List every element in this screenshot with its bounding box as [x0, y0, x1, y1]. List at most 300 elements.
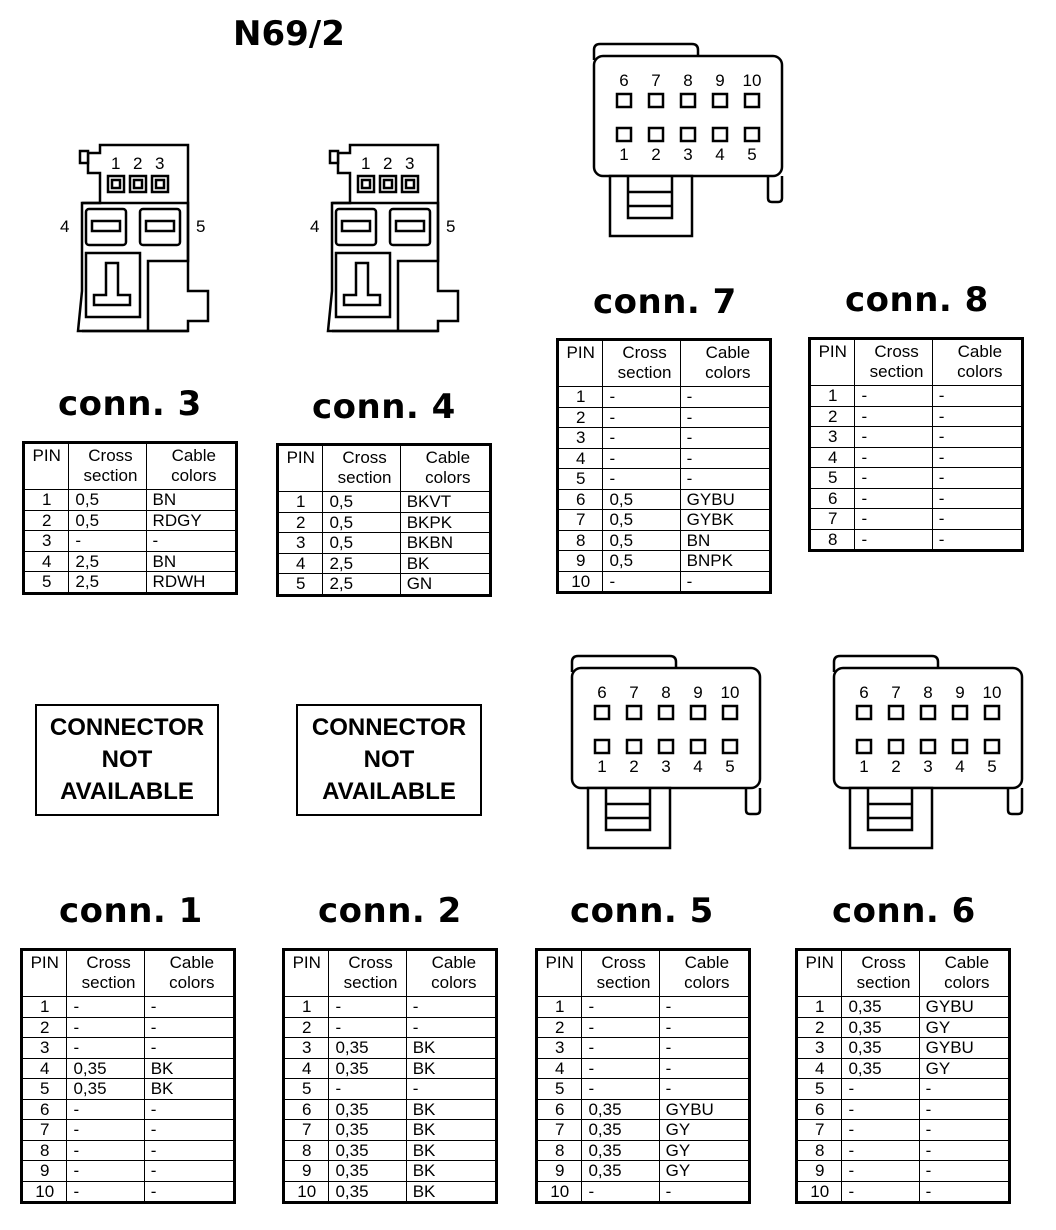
- pin-number-label: 4: [955, 757, 965, 776]
- pin-cell: 3: [537, 1038, 582, 1059]
- table-row: [284, 1140, 497, 1161]
- table-row: [810, 468, 1023, 489]
- pin-cell: 5: [284, 1079, 329, 1100]
- cable-color-cell: -: [659, 997, 749, 1018]
- pin-number-label: 7: [891, 683, 901, 702]
- pin-cell: 8: [22, 1140, 67, 1161]
- pin-cell: 5: [810, 468, 855, 489]
- column-header-text: Cross: [86, 953, 131, 972]
- table-row: [797, 1161, 1010, 1182]
- pin-cell: 2: [537, 1017, 582, 1038]
- table-row: [24, 551, 237, 572]
- cable-color-cell: -: [919, 1161, 1009, 1182]
- table-row: [810, 406, 1023, 427]
- conn5-pin-table: [535, 948, 751, 1204]
- pin-number-label: 5: [747, 145, 757, 164]
- cable-color-cell: GYBU: [659, 1099, 749, 1120]
- pin-number-label: 9: [955, 683, 965, 702]
- cable-color-cell: RDWH: [146, 572, 236, 594]
- pin-cell: 1: [24, 490, 69, 511]
- pin-cell: 7: [22, 1120, 67, 1141]
- pin-square: [380, 176, 396, 192]
- cable-color-cell: -: [144, 1161, 234, 1182]
- column-header-text: PIN: [286, 448, 315, 467]
- cross-section-cell: 0,5: [69, 490, 146, 511]
- cross-section-column-header: [855, 339, 932, 386]
- table-row: [537, 997, 750, 1018]
- cable-color-cell: -: [919, 1099, 1009, 1120]
- cable-color-cell: GY: [919, 1058, 1009, 1079]
- cross-section-cell: -: [582, 1079, 659, 1100]
- cable-color-cell: BKBN: [400, 533, 490, 554]
- pin-square: [402, 176, 418, 192]
- pin-number-label: 9: [693, 683, 703, 702]
- pin-cell: 5: [537, 1079, 582, 1100]
- na-line: NOT: [101, 746, 153, 773]
- pin-number-label: 2: [891, 757, 901, 776]
- cable-color-cell: -: [680, 407, 770, 428]
- cable-color-cell: BK: [406, 1140, 496, 1161]
- cross-section-cell: 0,35: [67, 1058, 144, 1079]
- cross-section-cell: -: [603, 469, 680, 490]
- pin-square: [649, 94, 663, 107]
- cross-section-cell: -: [855, 509, 932, 530]
- pin-cell: 8: [797, 1140, 842, 1161]
- pin-cell: 10: [558, 571, 603, 593]
- conn8-title: conn. 8: [845, 280, 989, 320]
- cable-color-cell: GY: [659, 1140, 749, 1161]
- cable-color-cell: -: [144, 1099, 234, 1120]
- cross-section-cell: 0,5: [323, 512, 400, 533]
- column-header-text: Cross: [874, 342, 919, 361]
- cable-color-cell: BK: [400, 553, 490, 574]
- cable-color-cell: -: [144, 1038, 234, 1059]
- cable-color-cell: -: [680, 571, 770, 593]
- cross-section-cell: 2,5: [69, 551, 146, 572]
- connector-not-available-conn1: [35, 704, 219, 816]
- conn7-pin-table: [556, 338, 772, 594]
- cable-color-cell: -: [659, 1181, 749, 1203]
- cable-colors-column-header: [144, 950, 234, 997]
- cable-color-cell: -: [680, 428, 770, 449]
- table-row: [537, 1181, 750, 1203]
- cable-color-cell: BK: [144, 1079, 234, 1100]
- cross-section-cell: 0,5: [323, 533, 400, 554]
- pin-number-label: 3: [683, 145, 693, 164]
- pin-column-header: [558, 340, 603, 387]
- table-row: [537, 1099, 750, 1120]
- table-row: [22, 1079, 235, 1100]
- pin-column-header: [810, 339, 855, 386]
- cable-colors-column-header: [400, 445, 490, 492]
- housing-tab: [80, 151, 88, 163]
- housing-clip: [1008, 788, 1022, 814]
- housing-tab: [330, 151, 338, 163]
- table-row: [558, 469, 771, 490]
- pin-cell: 2: [22, 1017, 67, 1038]
- cross-section-cell: -: [582, 1058, 659, 1079]
- cross-section-cell: -: [603, 407, 680, 428]
- conn6-title: conn. 6: [832, 891, 976, 931]
- cross-section-cell: 0,35: [582, 1140, 659, 1161]
- cross-section-cell: -: [603, 571, 680, 593]
- pin-number-label: 1: [619, 145, 629, 164]
- pin-column-header: [797, 950, 842, 997]
- table-row: [797, 1017, 1010, 1038]
- table-row: [278, 512, 491, 533]
- pin-square: [921, 706, 935, 719]
- pin-cell: 1: [22, 997, 67, 1018]
- pin-cell: 3: [284, 1038, 329, 1059]
- cross-section-cell: -: [67, 1120, 144, 1141]
- pin-cell: 5: [24, 572, 69, 594]
- pin-number-label: 5: [446, 217, 456, 236]
- pin-cell: 1: [797, 997, 842, 1018]
- column-header-text: colors: [425, 468, 471, 487]
- pin-cell: 6: [797, 1099, 842, 1120]
- column-header-text: PIN: [545, 953, 574, 972]
- column-header-text: Cable: [705, 343, 751, 362]
- cable-color-cell: -: [932, 447, 1022, 468]
- cross-section-cell: -: [842, 1161, 919, 1182]
- table-row: [284, 1181, 497, 1203]
- pin-square: [953, 706, 967, 719]
- pin-cell: 1: [537, 997, 582, 1018]
- pin-number-label: 5: [196, 217, 206, 236]
- pin-square: [617, 94, 631, 107]
- na-line: NOT: [363, 746, 415, 773]
- cable-color-cell: -: [932, 509, 1022, 530]
- table-row: [24, 531, 237, 552]
- table-row: [284, 1161, 497, 1182]
- table-row: [284, 1038, 497, 1059]
- pin-number-label: 5: [725, 757, 735, 776]
- conn1-title: conn. 1: [59, 891, 203, 931]
- na-line: AVAILABLE: [322, 778, 456, 805]
- column-header-text: Cable: [684, 953, 730, 972]
- table-row: [22, 1161, 235, 1182]
- cross-section-cell: 0,5: [603, 510, 680, 531]
- pin-number-label: 6: [597, 683, 607, 702]
- cable-color-cell: -: [932, 386, 1022, 407]
- table-row: [278, 533, 491, 554]
- table-row: [284, 1099, 497, 1120]
- cross-section-cell: -: [329, 1017, 406, 1038]
- pin-number-label: 2: [651, 145, 661, 164]
- column-header-text: PIN: [32, 446, 61, 465]
- cross-section-cell: 0,35: [329, 1120, 406, 1141]
- na-line: CONNECTOR: [49, 714, 205, 741]
- pin-square: [921, 740, 935, 753]
- table-row: [797, 1181, 1010, 1203]
- pin-number-label: 2: [133, 154, 143, 173]
- pin-cell: 6: [537, 1099, 582, 1120]
- conn4-title: conn. 4: [312, 387, 456, 427]
- cross-section-cell: -: [67, 997, 144, 1018]
- cable-color-cell: GYBU: [919, 1038, 1009, 1059]
- pin-square: [857, 740, 871, 753]
- cross-section-cell: 0,35: [582, 1120, 659, 1141]
- cable-color-cell: RDGY: [146, 510, 236, 531]
- cable-colors-column-header: [406, 950, 496, 997]
- cable-color-cell: -: [659, 1079, 749, 1100]
- cable-color-cell: BK: [406, 1120, 496, 1141]
- cross-section-cell: -: [582, 997, 659, 1018]
- table-row: [24, 572, 237, 594]
- pin-cell: 10: [284, 1181, 329, 1203]
- cross-section-cell: 2,5: [323, 553, 400, 574]
- table-row: [22, 1181, 235, 1203]
- cross-section-cell: 0,35: [582, 1161, 659, 1182]
- cross-section-cell: 0,35: [842, 1038, 919, 1059]
- column-header-text: Cable: [169, 953, 215, 972]
- pin-number-label: 4: [60, 217, 70, 236]
- pin-square: [681, 128, 695, 141]
- cable-color-cell: BN: [680, 530, 770, 551]
- cross-section-cell: -: [67, 1181, 144, 1203]
- table-row: [558, 489, 771, 510]
- pin-cell: 6: [22, 1099, 67, 1120]
- table-row: [558, 530, 771, 551]
- cross-section-cell: -: [67, 1140, 144, 1161]
- cable-color-cell: BK: [406, 1038, 496, 1059]
- column-header-text: Cable: [944, 953, 990, 972]
- pin-square: [691, 740, 705, 753]
- cross-section-cell: -: [855, 427, 932, 448]
- pin-cell: 4: [24, 551, 69, 572]
- pin-number-label: 4: [310, 217, 320, 236]
- table-row: [797, 1140, 1010, 1161]
- cable-color-cell: GYBU: [919, 997, 1009, 1018]
- cross-section-cell: 0,35: [842, 1058, 919, 1079]
- conn8-pin-table: [808, 337, 1024, 552]
- cross-section-cell: -: [842, 1181, 919, 1203]
- pin-square: [659, 740, 673, 753]
- cross-section-cell: -: [842, 1120, 919, 1141]
- cable-color-cell: GN: [400, 574, 490, 596]
- column-header-text: Cross: [861, 953, 906, 972]
- pin-number-label: 4: [715, 145, 725, 164]
- cable-color-cell: -: [932, 468, 1022, 489]
- cable-color-cell: -: [146, 531, 236, 552]
- pin-cell: 9: [22, 1161, 67, 1182]
- column-header-text: colors: [171, 466, 217, 485]
- cross-section-cell: -: [67, 1099, 144, 1120]
- table-row: [284, 1079, 497, 1100]
- pin-cell: 10: [22, 1181, 67, 1203]
- pin-cell: 9: [537, 1161, 582, 1182]
- cable-color-cell: GYBK: [680, 510, 770, 531]
- housing-clip: [746, 788, 760, 814]
- cross-section-cell: 0,35: [329, 1058, 406, 1079]
- column-header-text: PIN: [292, 953, 321, 972]
- na-line: AVAILABLE: [60, 778, 194, 805]
- pin-square: [691, 706, 705, 719]
- pin-cell: 1: [278, 492, 323, 513]
- table-row: [810, 386, 1023, 407]
- column-header-text: section: [343, 973, 398, 992]
- cross-section-column-header: [842, 950, 919, 997]
- column-header-text: section: [83, 466, 138, 485]
- pin-square: [649, 128, 663, 141]
- cable-color-cell: -: [406, 1079, 496, 1100]
- cable-color-cell: -: [659, 1038, 749, 1059]
- cable-color-cell: -: [144, 1017, 234, 1038]
- pin-number-label: 1: [859, 757, 869, 776]
- cross-section-cell: -: [69, 531, 146, 552]
- conn3-title: conn. 3: [58, 384, 202, 424]
- cable-color-cell: GYBU: [680, 489, 770, 510]
- pin-cell: 2: [278, 512, 323, 533]
- pin-number-label: 1: [111, 154, 121, 173]
- pin-cell: 2: [797, 1017, 842, 1038]
- connector-drawing-conn3: [60, 143, 220, 338]
- pin-cell: 7: [797, 1120, 842, 1141]
- pin-cell: 2: [24, 510, 69, 531]
- cable-color-cell: BN: [146, 490, 236, 511]
- column-header-text: section: [856, 973, 911, 992]
- cross-section-column-header: [323, 445, 400, 492]
- column-header-text: Cross: [622, 343, 667, 362]
- cable-color-cell: -: [680, 469, 770, 490]
- pin-square: [713, 94, 727, 107]
- cross-section-column-header: [603, 340, 680, 387]
- cross-section-cell: -: [582, 1181, 659, 1203]
- pin-square: [745, 128, 759, 141]
- cable-color-cell: BKPK: [400, 512, 490, 533]
- column-header-text: Cable: [425, 448, 471, 467]
- pin-square: [723, 706, 737, 719]
- pin-square: [130, 176, 146, 192]
- column-header-text: PIN: [30, 953, 59, 972]
- pin-cell: 10: [537, 1181, 582, 1203]
- pin-cell: 4: [22, 1058, 67, 1079]
- table-row: [278, 574, 491, 596]
- connector-drawing-conn4: [310, 143, 470, 338]
- pin-square: [659, 706, 673, 719]
- cable-color-cell: BN: [146, 551, 236, 572]
- table-row: [558, 448, 771, 469]
- table-row: [278, 492, 491, 513]
- cable-color-cell: -: [659, 1058, 749, 1079]
- pin-number-label: 3: [923, 757, 933, 776]
- pin-cell: 4: [558, 448, 603, 469]
- cross-section-cell: -: [842, 1079, 919, 1100]
- pin-square: [617, 128, 631, 141]
- conn7-title: conn. 7: [593, 282, 737, 322]
- table-row: [558, 387, 771, 408]
- pin-number-label: 1: [597, 757, 607, 776]
- table-row: [537, 1058, 750, 1079]
- cable-color-cell: -: [932, 488, 1022, 509]
- table-row: [797, 1079, 1010, 1100]
- pin-cell: 7: [558, 510, 603, 531]
- cable-color-cell: -: [932, 427, 1022, 448]
- pin-number-label: 4: [693, 757, 703, 776]
- table-row: [537, 1161, 750, 1182]
- column-header-text: Cable: [431, 953, 477, 972]
- cross-section-cell: -: [603, 448, 680, 469]
- pin-cell: 8: [810, 529, 855, 551]
- cross-section-cell: -: [855, 488, 932, 509]
- pin-cell: 6: [810, 488, 855, 509]
- cross-section-cell: 0,5: [323, 492, 400, 513]
- pin-square: [713, 128, 727, 141]
- table-row: [24, 490, 237, 511]
- column-header-text: colors: [705, 363, 751, 382]
- cross-section-cell: -: [67, 1161, 144, 1182]
- pin-column-header: [284, 950, 329, 997]
- table-row: [537, 1038, 750, 1059]
- table-row: [284, 1120, 497, 1141]
- pin-cell: 4: [810, 447, 855, 468]
- table-row: [22, 1017, 235, 1038]
- table-row: [810, 447, 1023, 468]
- pin-cell: 9: [797, 1161, 842, 1182]
- cross-section-cell: 2,5: [69, 572, 146, 594]
- table-row: [22, 1038, 235, 1059]
- table-row: [797, 997, 1010, 1018]
- pin-number-label: 1: [361, 154, 371, 173]
- cable-colors-column-header: [659, 950, 749, 997]
- table-row: [22, 1140, 235, 1161]
- pin-cell: 4: [537, 1058, 582, 1079]
- conn2-pin-table: [282, 948, 498, 1204]
- pin-square: [953, 740, 967, 753]
- cross-section-cell: 0,5: [69, 510, 146, 531]
- table-row: [558, 428, 771, 449]
- cross-section-cell: 0,35: [67, 1079, 144, 1100]
- connector-not-available-conn2: [296, 704, 482, 816]
- cable-color-cell: BK: [406, 1161, 496, 1182]
- pin-number-label: 8: [683, 71, 693, 90]
- cross-section-cell: 0,5: [603, 489, 680, 510]
- column-header-text: colors: [169, 973, 215, 992]
- conn2-title: conn. 2: [318, 891, 462, 931]
- pin-number-label: 10: [720, 683, 740, 702]
- pin-number-label: 3: [405, 154, 415, 173]
- table-row: [22, 1120, 235, 1141]
- table-row: [22, 997, 235, 1018]
- pin-cell: 7: [537, 1120, 582, 1141]
- column-header-text: Cross: [342, 448, 387, 467]
- pin-column-header: [24, 443, 69, 490]
- cable-color-cell: BKVT: [400, 492, 490, 513]
- pin-number-label: 8: [923, 683, 933, 702]
- pin-column-header: [22, 950, 67, 997]
- table-row: [810, 488, 1023, 509]
- table-row: [810, 509, 1023, 530]
- column-header-text: section: [81, 973, 136, 992]
- cable-color-cell: -: [406, 997, 496, 1018]
- cable-colors-column-header: [932, 339, 1022, 386]
- cross-section-cell: -: [842, 1140, 919, 1161]
- pin-number-label: 6: [619, 71, 629, 90]
- table-row: [558, 407, 771, 428]
- table-row: [284, 997, 497, 1018]
- pin-number-label: 10: [742, 71, 762, 90]
- pin-cell: 4: [284, 1058, 329, 1079]
- pin-cell: 8: [558, 530, 603, 551]
- cable-colors-column-header: [680, 340, 770, 387]
- pin-square: [889, 706, 903, 719]
- pin-square: [358, 176, 374, 192]
- cable-color-cell: -: [919, 1079, 1009, 1100]
- cross-section-cell: -: [582, 1038, 659, 1059]
- pin-cell: 2: [284, 1017, 329, 1038]
- pin-number-label: 2: [629, 757, 639, 776]
- cross-section-cell: -: [329, 997, 406, 1018]
